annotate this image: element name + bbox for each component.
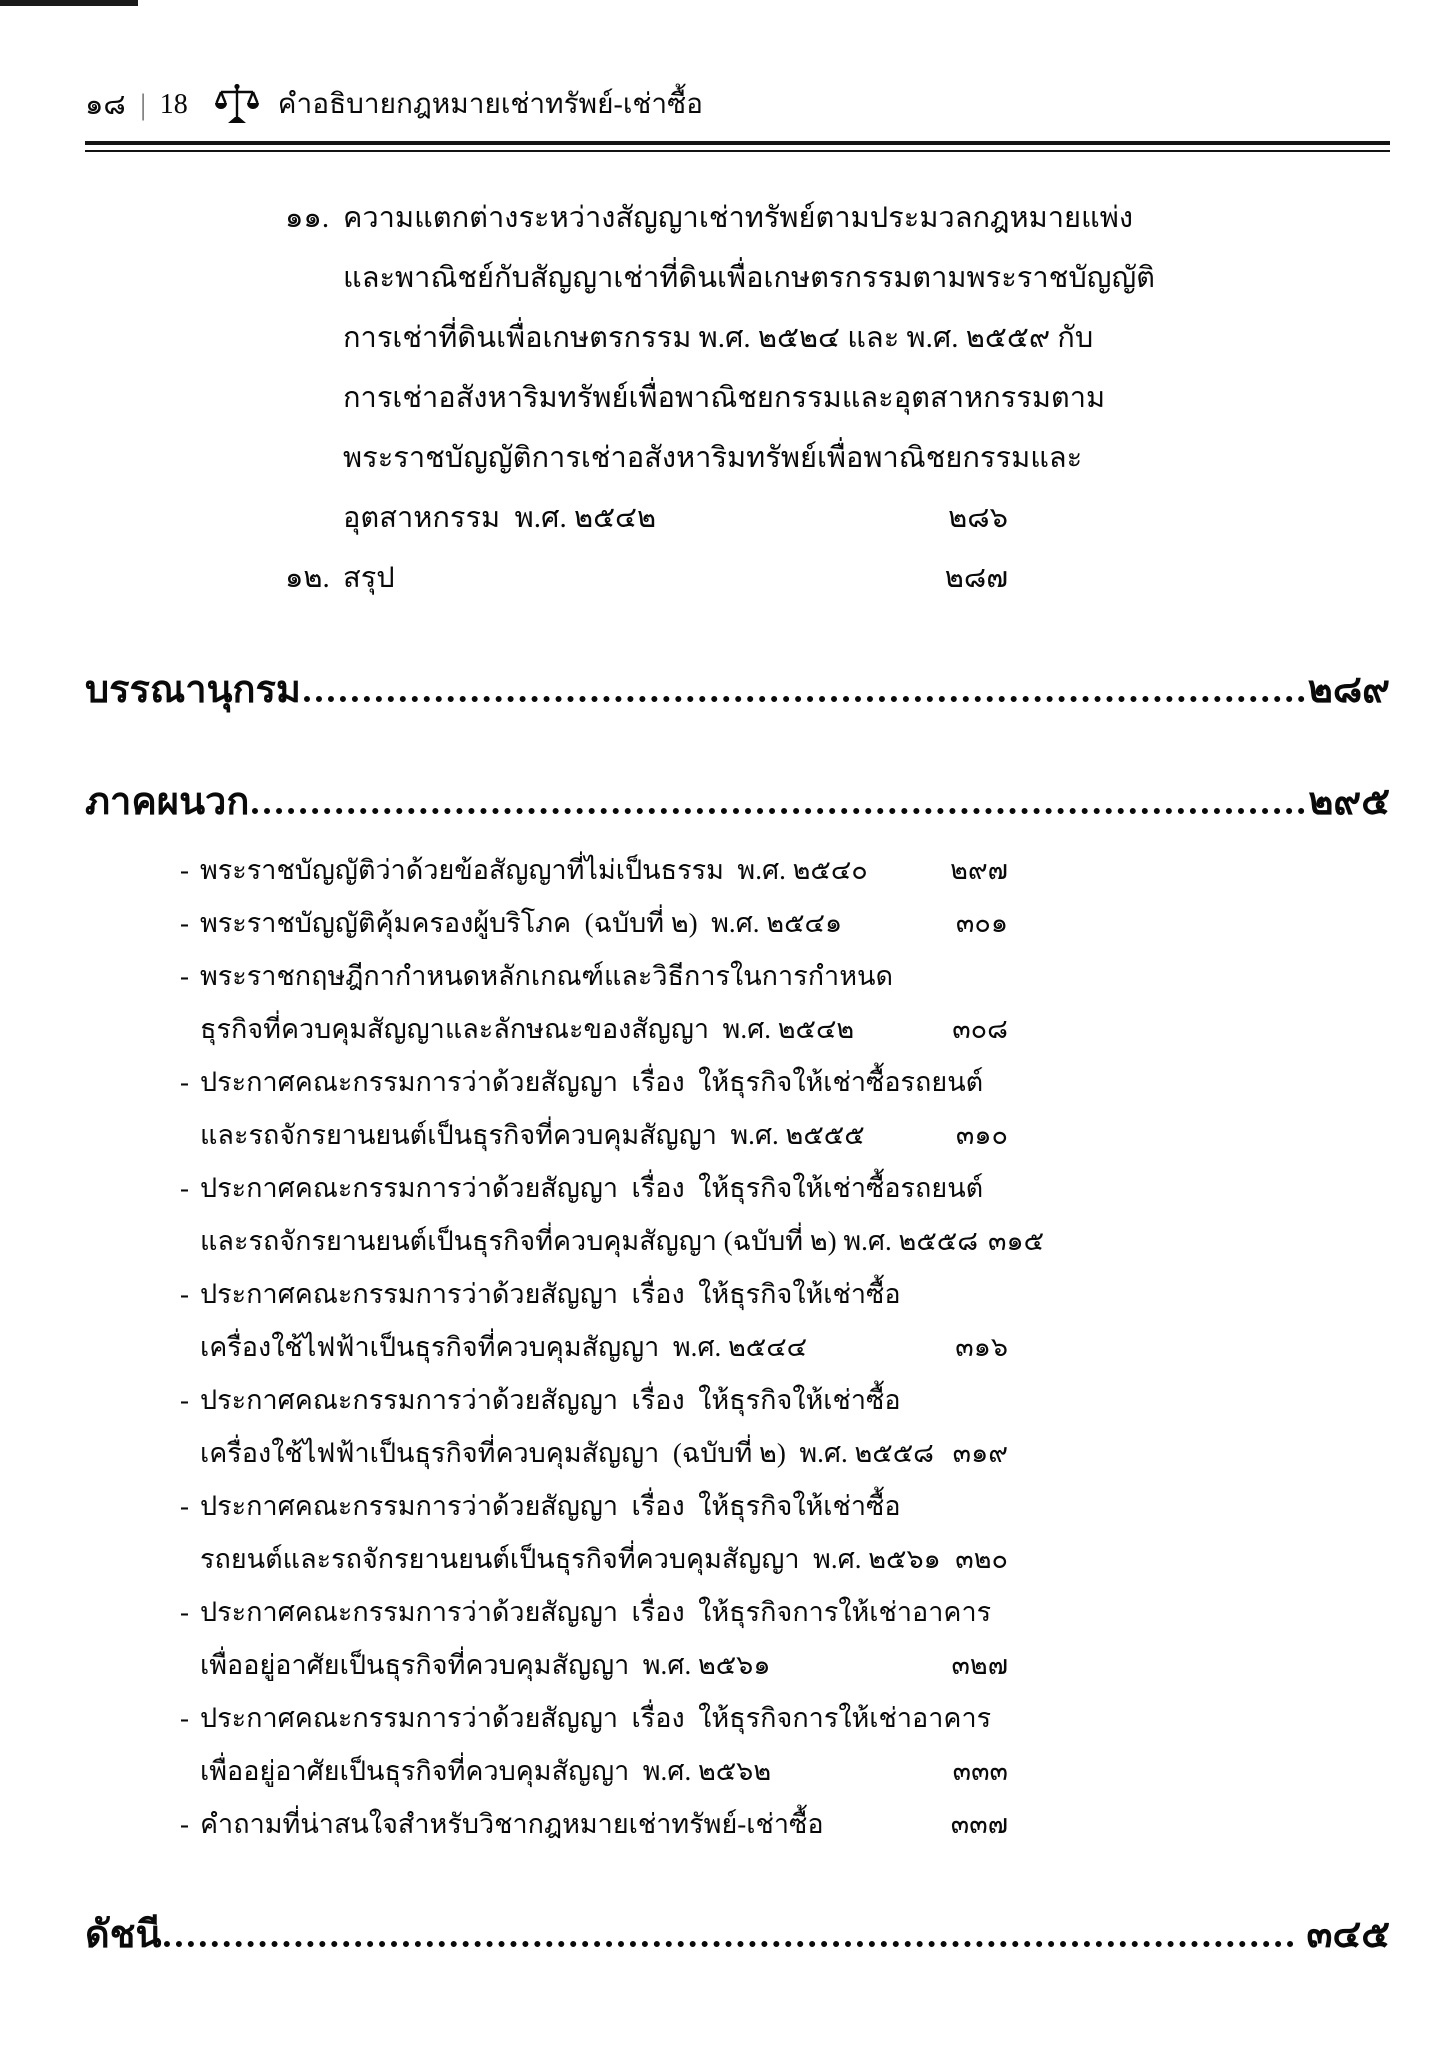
entry-text: พระราชกฤษฎีกากำหนดหลักเกณฑ์และวิธีการในการกำหนด bbox=[200, 961, 893, 991]
toc-entry-line bbox=[85, 254, 1156, 314]
entry-text: ประกาศคณะกรรมการว่าด้วยสัญญา เรื่อง ให้ธุรกิจการให้เช่าอาคาร bbox=[200, 1597, 992, 1627]
section-title: ดัชนี bbox=[85, 1914, 162, 1956]
toc-entry-line bbox=[85, 1272, 1008, 1325]
page-number-separator: | bbox=[140, 88, 145, 121]
entry-page-number: ๒๙๗ bbox=[950, 855, 1008, 885]
entry-text: ประกาศคณะกรรมการว่าด้วยสัญญา เรื่อง ให้ธุรกิจให้เช่าซื้อ bbox=[200, 1279, 901, 1309]
entry-page-number: ๒๘๖ bbox=[948, 502, 1008, 534]
scales-of-justice-icon bbox=[214, 82, 260, 128]
dot-leader bbox=[252, 808, 1305, 814]
section-heading-index bbox=[85, 1907, 1390, 1963]
entry-number: ๑๒. bbox=[285, 562, 330, 594]
bullet-dash: - bbox=[180, 1067, 189, 1097]
entry-text: ความแตกต่างระหว่างสัญญาเช่าทรัพย์ตามประมวลกฎหมายแพ่ง bbox=[343, 202, 1133, 234]
appendix-entries bbox=[85, 848, 1045, 1855]
entry-page-number: ๓๑๖ bbox=[955, 1332, 1008, 1362]
toc-entry-line bbox=[85, 1219, 1045, 1272]
toc-content bbox=[0, 194, 1448, 1963]
page-number-arabic: 18 bbox=[159, 89, 188, 120]
toc-entry-line bbox=[85, 1113, 1008, 1166]
entry-text: การเช่าอสังหาริมทรัพย์เพื่อพาณิชยกรรมและอุตสาหกรรมตาม bbox=[343, 382, 1106, 414]
entry-text: เครื่องใช้ไฟฟ้าเป็นธุรกิจที่ควบคุมสัญญา พ.ศ. ๒๕๔๔ bbox=[200, 1332, 808, 1362]
bullet-dash: - bbox=[180, 1491, 189, 1521]
toc-entry-line bbox=[85, 554, 1008, 614]
toc-entry-line bbox=[85, 1060, 1008, 1113]
toc-entry-line bbox=[85, 1749, 1008, 1802]
entry-text: สรุป bbox=[343, 562, 395, 594]
entry-text: คำถามที่น่าสนใจสำหรับวิชากฎหมายเช่าทรัพย์-เช่าซื้อ bbox=[200, 1809, 824, 1839]
entry-text: ประกาศคณะกรรมการว่าด้วยสัญญา เรื่อง ให้ธุรกิจการให้เช่าอาคาร bbox=[200, 1703, 992, 1733]
entry-text: พระราชบัญญัติการเช่าอสังหาริมทรัพย์เพื่อพาณิชยกรรมและ bbox=[343, 442, 1083, 474]
page-number-thai: ๑๘ bbox=[85, 89, 126, 121]
entry-number: ๑๑. bbox=[285, 202, 330, 234]
toc-entry-line bbox=[85, 954, 1008, 1007]
toc-entry-line bbox=[85, 1378, 1008, 1431]
entry-text: และพาณิชย์กับสัญญาเช่าที่ดินเพื่อเกษตรกรรมตามพระราชบัญญัติ bbox=[343, 262, 1156, 294]
section-title: ภาคผนวก bbox=[85, 781, 250, 823]
section-title: บรรณานุกรม bbox=[85, 669, 301, 711]
header-rule bbox=[85, 141, 1390, 152]
entry-page-number: ๓๓๓ bbox=[952, 1756, 1008, 1786]
toc-entry-line bbox=[85, 901, 1008, 954]
entry-page-number: ๓๒๐ bbox=[955, 1544, 1008, 1574]
entry-text: ประกาศคณะกรรมการว่าด้วยสัญญา เรื่อง ให้ธุรกิจให้เช่าซื้อ bbox=[200, 1491, 901, 1521]
toc-entry-line bbox=[85, 374, 1106, 434]
toc-entry-line bbox=[85, 434, 1083, 494]
bullet-dash: - bbox=[180, 1809, 189, 1839]
toc-entry-line bbox=[85, 1325, 1008, 1378]
running-header bbox=[0, 82, 1448, 128]
entry-text: อุตสาหกรรม พ.ศ. ๒๕๔๒ bbox=[343, 502, 657, 534]
entry-page-number: ๓๑๐ bbox=[955, 1120, 1008, 1150]
entry-page-number: ๓๑๕ bbox=[988, 1226, 1045, 1256]
entry-page-number: ๓๐๘ bbox=[952, 1014, 1008, 1044]
entry-text: พระราชบัญญัติว่าด้วยข้อสัญญาที่ไม่เป็นธรรม พ.ศ. ๒๕๔๐ bbox=[200, 855, 868, 885]
bullet-dash: - bbox=[180, 1703, 189, 1733]
entry-page-number: ๓๑๙ bbox=[952, 1438, 1008, 1468]
toc-entry-line bbox=[85, 1696, 1008, 1749]
entry-text: ธุรกิจที่ควบคุมสัญญาและลักษณะของสัญญา พ.ศ. ๒๕๔๒ bbox=[200, 1014, 855, 1044]
numbered-entries bbox=[85, 194, 1156, 614]
section-page-number: ๒๘๙ bbox=[1307, 669, 1390, 711]
toc-entry-line bbox=[85, 1007, 1008, 1060]
entry-text: เพื่ออยู่อาศัยเป็นธุรกิจที่ควบคุมสัญญา พ.ศ. ๒๕๖๒ bbox=[200, 1756, 772, 1786]
bullet-dash: - bbox=[180, 961, 189, 991]
bullet-dash: - bbox=[180, 908, 189, 938]
entry-text: เครื่องใช้ไฟฟ้าเป็นธุรกิจที่ควบคุมสัญญา (ฉบับที่ ๒) พ.ศ. ๒๕๕๘ bbox=[200, 1438, 934, 1468]
entry-page-number: ๓๓๗ bbox=[950, 1809, 1008, 1839]
entry-text: และรถจักรยานยนต์เป็นธุรกิจที่ควบคุมสัญญา (ฉบับที่ ๒) พ.ศ. ๒๕๕๘ bbox=[200, 1226, 979, 1256]
entry-text: ประกาศคณะกรรมการว่าด้วยสัญญา เรื่อง ให้ธุรกิจให้เช่าซื้อรถยนต์ bbox=[200, 1173, 984, 1203]
dot-leader bbox=[164, 1941, 1293, 1947]
entry-text: รถยนต์และรถจักรยานยนต์เป็นธุรกิจที่ควบคุมสัญญา พ.ศ. ๒๕๖๑ bbox=[200, 1544, 941, 1574]
dot-leader bbox=[304, 696, 1305, 702]
toc-entry-line bbox=[85, 314, 1094, 374]
entry-text: เพื่ออยู่อาศัยเป็นธุรกิจที่ควบคุมสัญญา พ.ศ. ๒๕๖๑ bbox=[200, 1650, 771, 1680]
entry-page-number: ๓๒๗ bbox=[951, 1650, 1008, 1680]
bullet-dash: - bbox=[180, 1279, 189, 1309]
entry-text: ประกาศคณะกรรมการว่าด้วยสัญญา เรื่อง ให้ธุรกิจให้เช่าซื้อรถยนต์ bbox=[200, 1067, 984, 1097]
section-page-number: ๓๔๕ bbox=[1306, 1914, 1390, 1956]
entry-text: และรถจักรยานยนต์เป็นธุรกิจที่ควบคุมสัญญา พ.ศ. ๒๕๕๕ bbox=[200, 1120, 865, 1150]
toc-entry-line bbox=[85, 494, 1008, 554]
toc-entry-line bbox=[85, 1802, 1008, 1855]
entry-text: การเช่าที่ดินเพื่อเกษตรกรรม พ.ศ. ๒๕๒๔ และ พ.ศ. ๒๕๕๙ กับ bbox=[343, 322, 1094, 354]
toc-entry-line bbox=[85, 1484, 1008, 1537]
bullet-dash: - bbox=[180, 855, 189, 885]
bullet-dash: - bbox=[180, 1597, 189, 1627]
toc-entry-line bbox=[85, 1643, 1008, 1696]
scan-artifact bbox=[0, 0, 138, 6]
bullet-dash: - bbox=[180, 1385, 189, 1415]
book-title: คำอธิบายกฎหมายเช่าทรัพย์-เช่าซื้อ bbox=[277, 89, 703, 120]
section-page-number: ๒๙๕ bbox=[1308, 781, 1390, 823]
toc-entry-line bbox=[85, 1590, 1008, 1643]
entry-page-number: ๓๐๑ bbox=[955, 908, 1008, 938]
entry-text: พระราชบัญญัติคุ้มครองผู้บริโภค (ฉบับที่ ๒) พ.ศ. ๒๕๔๑ bbox=[200, 908, 843, 938]
entry-page-number: ๒๘๗ bbox=[944, 562, 1008, 594]
toc-entry-line bbox=[85, 1431, 1008, 1484]
toc-entry-line bbox=[85, 1537, 1008, 1590]
toc-entry-line bbox=[85, 1166, 1008, 1219]
section-heading-appendix bbox=[85, 774, 1390, 830]
entry-text: ประกาศคณะกรรมการว่าด้วยสัญญา เรื่อง ให้ธุรกิจให้เช่าซื้อ bbox=[200, 1385, 901, 1415]
section-heading-bibliography bbox=[85, 662, 1390, 718]
bullet-dash: - bbox=[180, 1173, 189, 1203]
toc-entry-line bbox=[85, 848, 1008, 901]
toc-entry-line bbox=[85, 194, 1133, 254]
